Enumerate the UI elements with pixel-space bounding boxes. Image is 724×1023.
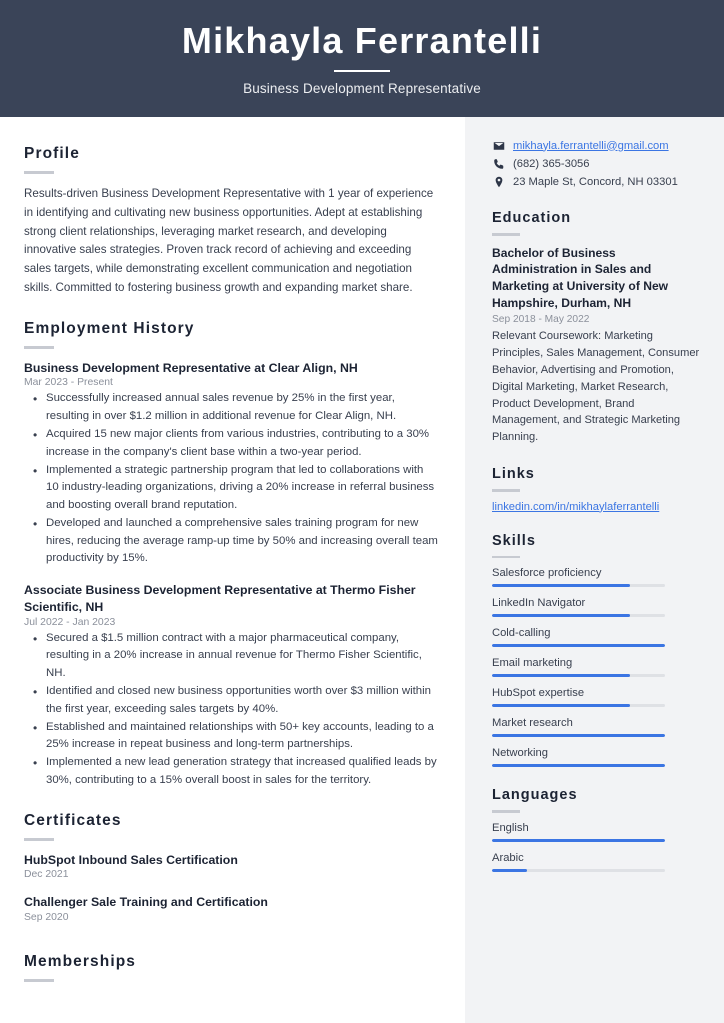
language-label: English <box>492 821 529 834</box>
language-item <box>492 852 702 872</box>
skill-item <box>492 747 702 767</box>
candidate-name: Mikhayla Ferrantelli <box>181 20 543 62</box>
heading-rule <box>492 233 520 236</box>
contact-text: 23 Maple St, Concord, NH 03301 <box>513 175 678 188</box>
heading-rule <box>24 838 54 841</box>
employment-bullet: • Identified and closed new business opportunities worth over $3 million within the first year, exceeding sales targets by 40%. <box>24 683 439 719</box>
employment-bullet: • Acquired 15 new major clients from various industries, contributing to a 30% increase in the company's client base within a two-year period. <box>24 426 439 462</box>
skill-level-bar <box>492 584 665 587</box>
language-level-bar <box>492 839 665 842</box>
language-label: Arabic <box>492 851 524 864</box>
contact-row <box>492 175 702 188</box>
skill-item <box>492 657 702 677</box>
skill-item <box>492 597 702 617</box>
skill-entries <box>492 567 702 767</box>
certificate-entry <box>24 852 439 881</box>
skill-level-fill <box>492 584 630 587</box>
employment-bullet: • Implemented a strategic partnership program that led to collaborations with 10 industry-leading organizations, driving a 20% increase in referral business and boosting overall brand reputation. <box>24 462 439 515</box>
skill-level-bar <box>492 734 665 737</box>
skill-level-bar <box>492 764 665 767</box>
heading-rule <box>24 346 54 349</box>
contact-row[interactable] <box>492 139 702 152</box>
language-level-bar <box>492 869 665 872</box>
section-languages <box>492 787 702 872</box>
skill-label: Email marketing <box>492 657 573 670</box>
employment-entry <box>24 582 439 789</box>
employment-entry-date: Jul 2022 - Jan 2023 <box>24 616 116 628</box>
employment-bullet: • Implemented a new lead generation strategy that increased qualified leads by 30%, contributing to a 15% overall boost in sales for the territory. <box>24 754 439 790</box>
skills-heading: Skills <box>492 532 536 549</box>
contact-row <box>492 157 702 170</box>
language-level-fill <box>492 869 527 872</box>
profile-heading: Profile <box>24 145 80 162</box>
employment-entry-date: Mar 2023 - Present <box>24 377 113 389</box>
resume-body <box>0 117 724 1023</box>
language-level-fill <box>492 839 665 842</box>
skill-label: Salesforce proficiency <box>492 567 602 580</box>
employment-heading: Employment History <box>24 319 195 337</box>
employment-entry <box>24 360 439 569</box>
profile-text: Results-driven Business Development Representative with 1 year of experience in identifying and cultivating new business opportunities. Adept at establishing strong client relationships, leveraging market research, and developing innovative sales strategies. Proven track record of achieving and exceeding sales targets, while demonstrating excellent communication and negotiation skills. Committed to fostering business growth and expanding market share. <box>24 187 434 294</box>
profile-link[interactable]: linkedin.com/in/mikhaylaferrantelli <box>492 500 660 513</box>
contact-email-link[interactable]: mikhayla.ferrantelli@gmail.com <box>513 139 669 152</box>
certificate-entries <box>24 852 439 923</box>
skill-label: Market research <box>492 717 573 730</box>
employment-bullet: • Established and maintained relationships with 50+ key accounts, leading to a 25% increase in repeat business and long-term partnerships. <box>24 719 439 755</box>
section-education <box>492 210 702 446</box>
employment-entry-title: Associate Business Development Representative at Thermo Fisher Scientific, NH <box>24 583 416 614</box>
skill-level-fill <box>492 734 665 737</box>
heading-rule <box>492 556 520 559</box>
employment-bullet: • Successfully increased annual sales revenue by 25% in the first year, resulting in over $1.2 million in additional revenue for Clear Align, NH. <box>24 390 439 426</box>
section-profile <box>24 145 439 298</box>
skill-item <box>492 567 702 587</box>
section-certificates <box>24 812 439 923</box>
language-item <box>492 822 702 842</box>
map-pin-icon <box>492 175 505 188</box>
skill-item <box>492 687 702 707</box>
employment-bullet-list <box>24 630 439 790</box>
section-memberships <box>24 953 439 982</box>
skill-level-fill <box>492 704 630 707</box>
education-degree: Bachelor of Business Administration in Sales and Marketing at University of New Hampshire, Durham, NH <box>492 245 669 311</box>
certificates-heading: Certificates <box>24 811 122 829</box>
employment-bullet: • Secured a $1.5 million contract with a major pharmaceutical company, resulting in a 20% increase in annual revenue for Thermo Fisher Scientific, NH. <box>24 630 439 683</box>
heading-rule <box>492 810 520 813</box>
heading-rule <box>492 489 520 492</box>
candidate-job-title: Business Development Representative <box>243 80 481 96</box>
envelope-icon <box>492 139 505 152</box>
skill-item <box>492 627 702 647</box>
phone-icon <box>492 157 505 170</box>
skill-label: LinkedIn Navigator <box>492 597 586 610</box>
section-employment-history <box>24 320 439 790</box>
memberships-heading: Memberships <box>24 953 137 971</box>
certificate-title: Challenger Sale Training and Certification <box>24 895 268 910</box>
employment-entry-title: Business Development Representative at Clear Align, NH <box>24 360 358 375</box>
skill-level-fill <box>492 674 630 677</box>
certificate-date: Dec 2021 <box>24 869 69 881</box>
contact-text: (682) 365-3056 <box>513 157 590 170</box>
skill-level-fill <box>492 764 665 767</box>
sidebar-column <box>465 117 724 1023</box>
certificate-date: Sep 2020 <box>24 912 69 924</box>
skill-level-fill <box>492 614 630 617</box>
link-entries <box>492 501 702 513</box>
skill-label: HubSpot expertise <box>492 687 585 700</box>
skill-level-bar <box>492 674 665 677</box>
skill-level-fill <box>492 644 665 647</box>
education-date: Sep 2018 - May 2022 <box>492 314 590 326</box>
contact-details <box>492 139 702 188</box>
links-heading: Links <box>492 466 535 483</box>
skill-level-bar <box>492 614 665 617</box>
employment-bullet: • Developed and launched a comprehensive sales training program for new hires, reducing the average ramp-up time by 50% and increasing overall team productivity by 15%. <box>24 515 439 568</box>
certificate-entry <box>24 894 439 923</box>
skill-label: Cold-calling <box>492 627 551 640</box>
resume-header <box>0 0 724 117</box>
main-column <box>0 117 465 1023</box>
heading-rule <box>24 171 54 174</box>
education-heading: Education <box>492 210 572 226</box>
skill-level-bar <box>492 644 665 647</box>
education-description: Relevant Coursework: Marketing Principles, Sales Management, Consumer Behavior, Advertising and Promotion, Digital Marketing, Market Research, Product Development, Brand Management, and Strategic Marketing Planning. <box>492 330 700 444</box>
languages-heading: Languages <box>492 787 578 804</box>
skill-label: Networking <box>492 747 548 760</box>
skill-item <box>492 717 702 737</box>
heading-rule <box>24 979 54 982</box>
header-divider <box>334 70 390 72</box>
language-entries <box>492 822 702 872</box>
skill-level-bar <box>492 704 665 707</box>
section-links <box>492 466 702 513</box>
employment-bullet-list <box>24 390 439 568</box>
section-skills <box>492 533 702 768</box>
certificate-title: HubSpot Inbound Sales Certification <box>24 852 238 867</box>
employment-entries <box>24 360 439 790</box>
